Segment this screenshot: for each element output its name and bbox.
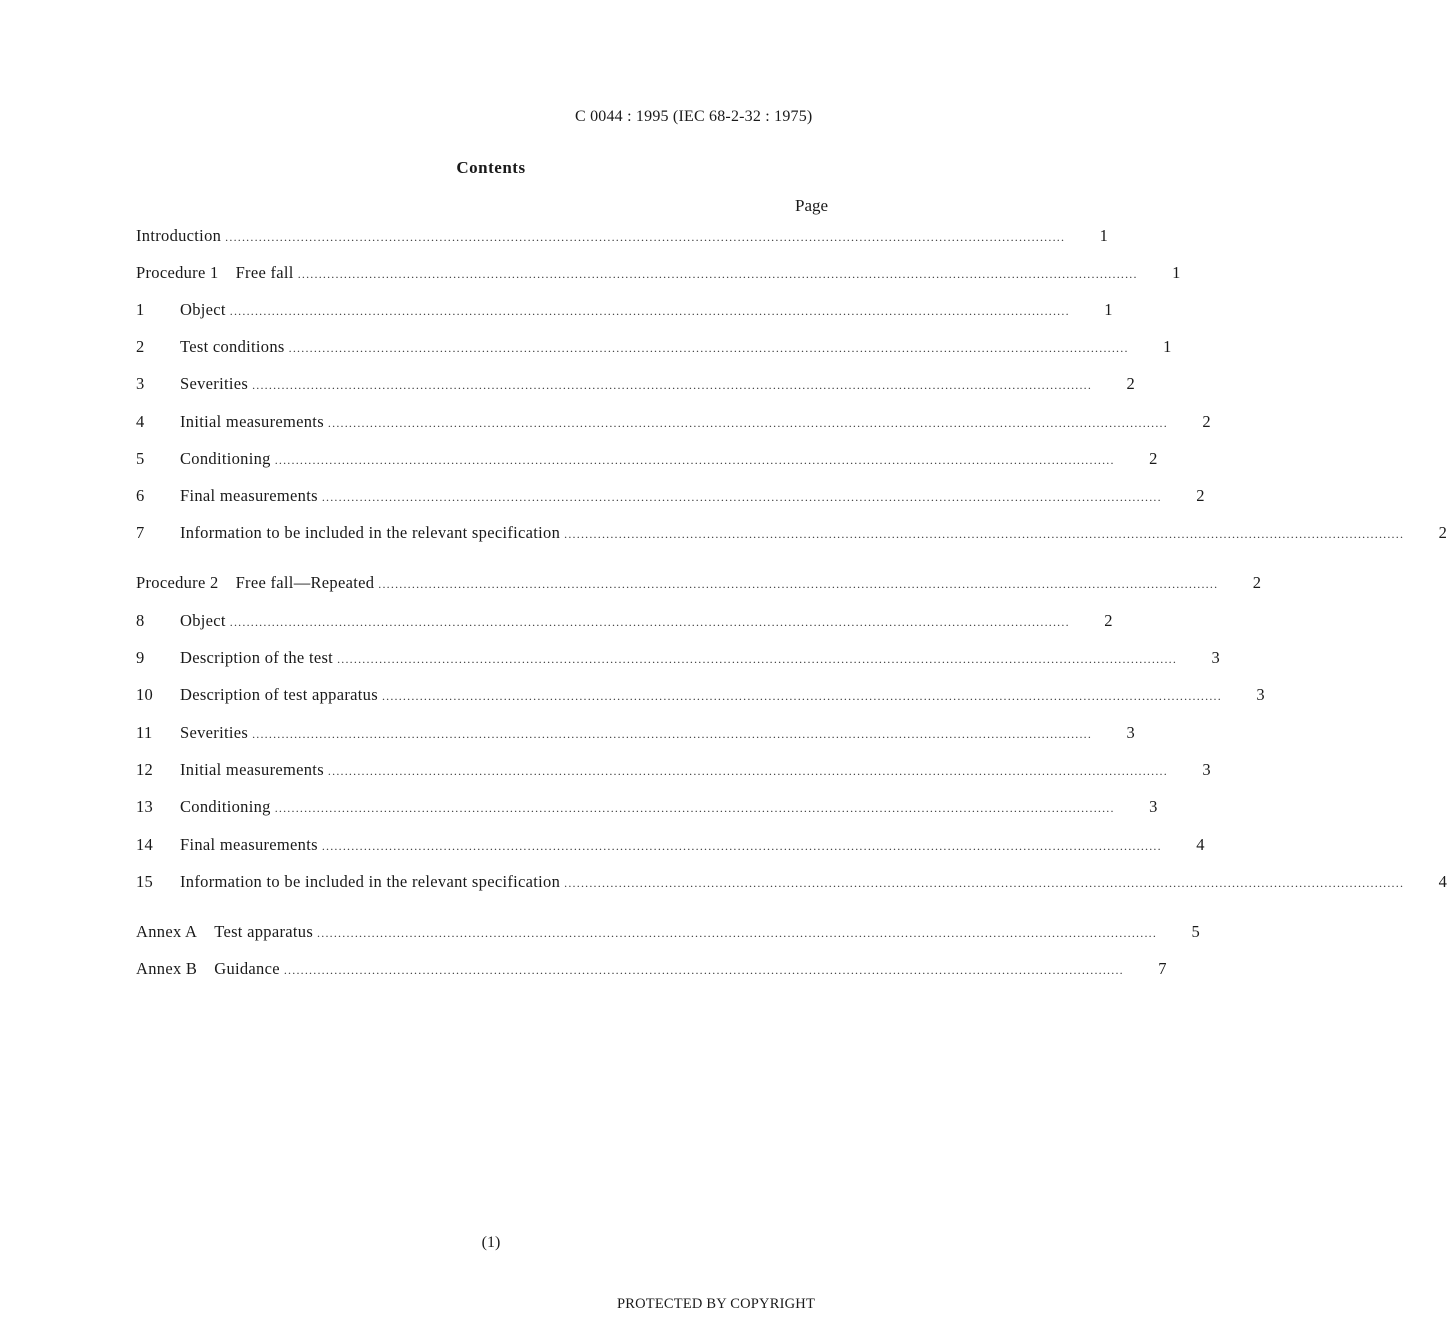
toc-entry-label	[180, 486, 318, 506]
toc-entry-title: Object	[180, 300, 226, 319]
toc-entry	[136, 573, 1262, 595]
toc-entry-subtitle: Guidance	[214, 959, 280, 978]
toc-entry-number: 14	[136, 835, 154, 854]
dot-leader: ........................................................................................................................................................................................................	[317, 926, 1158, 940]
toc-entry-title: Severities	[180, 374, 249, 393]
toc-entry-label	[180, 723, 248, 743]
toc-entry	[136, 723, 1136, 745]
toc-entry-number: 12	[136, 760, 154, 779]
dot-leader: ........................................................................................................................................................................................................	[274, 453, 1115, 467]
dot-leader: ........................................................................................................................................................................................................	[252, 727, 1093, 741]
toc-entry-label	[180, 523, 560, 543]
toc-entry-page: 3	[1149, 797, 1158, 816]
toc-entry-label	[180, 872, 560, 892]
toc-entry-label	[180, 412, 324, 432]
toc-entry-number: 9	[136, 648, 145, 667]
toc-entry-title: Object	[180, 611, 226, 630]
toc-entry-title: Annex A	[136, 922, 198, 941]
toc-entry-title: Test conditions	[180, 337, 285, 356]
dot-leader: ........................................................................................................................................................................................................	[274, 801, 1115, 815]
toc-entry-label	[180, 685, 378, 705]
dot-leader: ........................................................................................................................................................................................................	[283, 963, 1124, 977]
toc-entry	[136, 523, 1448, 545]
toc-entry-number: 5	[136, 449, 145, 468]
toc-entry-label	[136, 226, 221, 246]
toc-entry-page: 7	[1158, 959, 1167, 978]
toc-entry-title: Severities	[180, 723, 249, 742]
toc-entry-label	[136, 959, 280, 979]
toc-entry-label	[180, 797, 271, 817]
toc-entry	[136, 300, 1113, 322]
toc-entry-title: Initial measurements	[180, 760, 324, 779]
dot-leader: ........................................................................................................................................................................................................	[225, 230, 1066, 244]
toc-entry-number: 1	[136, 300, 145, 319]
toc-entry-title: Information to be included in the relevant specification	[180, 523, 561, 542]
toc-entry	[136, 337, 1172, 359]
toc-entry-number: 10	[136, 685, 154, 704]
toc-entry	[136, 922, 1201, 944]
dot-leader: ........................................................................................................................................................................................................	[321, 490, 1162, 504]
copyright-notice: PROTECTED BY COPYRIGHT	[617, 1296, 816, 1312]
toc-entry-title: Conditioning	[180, 449, 271, 468]
toc-entry	[136, 611, 1113, 633]
toc-entry-title: Introduction	[136, 226, 222, 245]
dot-leader: ........................................................................................................................................................................................................	[381, 689, 1222, 703]
toc-entry	[136, 685, 1265, 707]
toc-entry-title: Conditioning	[180, 797, 271, 816]
toc-entry-title: Final measurements	[180, 486, 318, 505]
toc-entry	[136, 263, 1181, 285]
toc-entry-label	[180, 449, 271, 469]
toc-entry-number: 8	[136, 611, 145, 630]
toc-entry-number: 4	[136, 412, 145, 431]
dot-leader: ........................................................................................................................................................................................................	[327, 764, 1168, 778]
toc-entry	[136, 760, 1211, 782]
toc-entry	[136, 412, 1211, 434]
dot-leader: ........................................................................................................................................................................................................	[564, 876, 1405, 890]
toc-entry-page: 2	[1126, 374, 1136, 393]
toc-entry-label	[136, 922, 313, 942]
toc-entry-label	[136, 263, 294, 283]
toc-entry-page: 2	[1438, 523, 1448, 542]
dot-leader: ........................................................................................................................................................................................................	[564, 527, 1405, 541]
toc-entry-page: 1	[1099, 226, 1109, 245]
toc-entry-number: 11	[136, 723, 153, 742]
toc-entry-page: 2	[1196, 486, 1205, 505]
page-column-label: Page	[795, 196, 829, 215]
toc-entry-label	[180, 835, 318, 855]
dot-leader: ........................................................................................................................................................................................................	[378, 577, 1219, 591]
toc-entry-page: 3	[1202, 760, 1211, 779]
toc-entry-page: 4	[1196, 835, 1205, 854]
dot-leader: ........................................................................................................................................................................................................	[321, 839, 1162, 853]
document-header: C 0044 : 1995 (IEC 68-2-32 : 1975)	[575, 108, 813, 125]
toc-entry-label	[180, 611, 226, 631]
toc-entry-label	[180, 374, 248, 394]
toc-entry-title: Information to be included in the relevant specification	[180, 872, 561, 891]
toc-entry	[136, 226, 1109, 248]
toc-entry-page: 2	[1149, 449, 1158, 468]
toc-entry-title: Description of test apparatus	[180, 685, 378, 704]
toc-entry	[136, 872, 1448, 894]
toc-entry	[136, 374, 1136, 396]
toc-entry-page: 1	[1104, 300, 1113, 319]
toc-entry-label	[180, 648, 333, 668]
dot-leader: ........................................................................................................................................................................................................	[327, 416, 1168, 430]
toc-entry-subtitle: Free fall—Repeated	[235, 573, 375, 592]
toc-entry-page: 3	[1211, 648, 1221, 667]
toc-entry-number: 13	[136, 797, 154, 816]
toc-entry-number: 7	[136, 523, 145, 542]
toc-entry-title: Annex B	[136, 959, 198, 978]
toc-entry	[136, 449, 1158, 471]
toc-entry-page: 4	[1438, 872, 1448, 891]
dot-leader: ........................................................................................................................................................................................................	[229, 304, 1070, 318]
toc-entry-number: 3	[136, 374, 145, 393]
page-number: (1)	[481, 1234, 501, 1251]
toc-entry-number: 2	[136, 337, 145, 356]
dot-leader: ........................................................................................................................................................................................................	[288, 341, 1129, 355]
toc-entry-page: 2	[1202, 412, 1211, 431]
toc-entry-title: Procedure 2	[136, 573, 219, 592]
toc-entry-page: 3	[1126, 723, 1136, 742]
toc-entry-page: 1	[1172, 263, 1181, 282]
toc-entry-page: 1	[1163, 337, 1172, 356]
toc-entry-title: Initial measurements	[180, 412, 324, 431]
dot-leader: ........................................................................................................................................................................................................	[229, 615, 1070, 629]
dot-leader: ........................................................................................................................................................................................................	[297, 267, 1138, 281]
dot-leader: ........................................................................................................................................................................................................	[252, 378, 1093, 392]
toc-entry	[136, 648, 1221, 670]
toc-entry	[136, 959, 1167, 981]
toc-entry-page: 3	[1256, 685, 1265, 704]
toc-entry-number: 6	[136, 486, 145, 505]
dot-leader: ........................................................................................................................................................................................................	[337, 652, 1178, 666]
toc-entry-subtitle: Test apparatus	[214, 922, 314, 941]
toc-entry-page: 5	[1191, 922, 1201, 941]
toc-entry-label	[136, 573, 374, 593]
toc-entry	[136, 835, 1205, 857]
toc-entry-title: Description of the test	[180, 648, 334, 667]
toc-entry-page: 2	[1252, 573, 1262, 592]
toc-entry-page: 2	[1104, 611, 1113, 630]
toc-entry-subtitle: Free fall	[235, 263, 294, 282]
toc-entry-title: Final measurements	[180, 835, 318, 854]
toc-entry	[136, 797, 1158, 819]
toc-entry-title: Procedure 1	[136, 263, 219, 282]
toc-entry-label	[180, 760, 324, 780]
page-title: Contents	[456, 158, 526, 177]
toc-entry	[136, 486, 1205, 508]
toc-entry-label	[180, 300, 226, 320]
toc-entry-number: 15	[136, 872, 154, 891]
toc-entry-label	[180, 337, 285, 357]
